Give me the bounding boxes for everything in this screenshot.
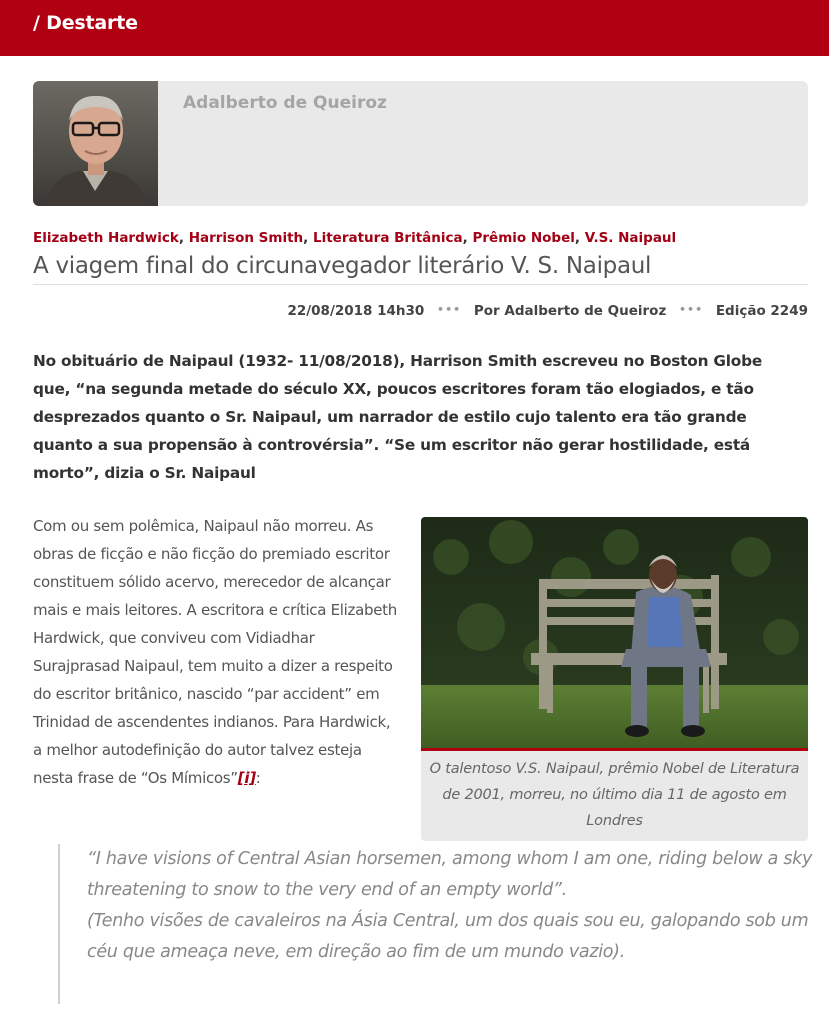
article-date: 22/08/2018 14h30 xyxy=(287,303,425,319)
figure-caption: O talentoso V.S. Naipaul, prêmio Nobel de Literatura de 2001, morreu, no último dia 11 de agosto em Londres xyxy=(429,761,800,829)
footnote-link[interactable]: [i] xyxy=(237,769,256,787)
author-card xyxy=(33,81,808,206)
figure-photo[interactable] xyxy=(421,517,808,750)
article-title: A viagem final do circunavegador literário V. S. Naipaul xyxy=(33,253,808,285)
section-title[interactable]: / Destarte xyxy=(33,12,138,34)
dots-icon: ••• xyxy=(679,303,704,316)
figure-divider xyxy=(421,748,808,751)
tag-link[interactable]: Elizabeth Hardwick xyxy=(33,230,179,246)
article-figure xyxy=(421,517,808,841)
tag-link[interactable]: Literatura Britânica xyxy=(313,230,463,246)
body-paragraph: Com ou sem polêmica, Naipaul não morreu. As obras de ficção e não ficção do premiado escritor constituem sólido acervo, merecedor de alcançar mais e mais leitores. A escritora e crítica Elizabeth Hardwick, que conviveu com Vidiadhar Surajprasad Naipaul, tem muito a dizer a respeito do escritor britânico, nascido “par accident” em Trinidad de ascendentes indianos. Para Hardwick, a melhor autodefinição do autor talvez esteja nesta frase de “Os Mímicos” xyxy=(33,517,397,787)
tag-link[interactable]: V.S. Naipaul xyxy=(584,230,677,246)
quote-portuguese: (Tenho visões de cavaleiros na Ásia Central, um dos quais sou eu, galopando sob um céu que ameaça neve, em direção ao fim de um mundo vazio). xyxy=(87,911,809,962)
section-header xyxy=(0,0,829,56)
tag-separator: , xyxy=(574,230,581,246)
author-name[interactable]: Adalberto de Queiroz xyxy=(183,93,387,113)
author-photo[interactable] xyxy=(33,81,158,206)
blockquote xyxy=(58,844,818,1004)
tag-separator: , xyxy=(303,230,309,246)
article-body xyxy=(33,512,403,792)
body-paragraph-end: : xyxy=(255,769,261,787)
tag-separator: , xyxy=(462,230,468,246)
article-edition[interactable]: Edição 2249 xyxy=(715,303,808,319)
tag-separator: , xyxy=(178,230,184,246)
tag-link[interactable]: Harrison Smith xyxy=(188,230,304,246)
tag-link[interactable]: Prêmio Nobel xyxy=(472,230,575,246)
article-byline[interactable]: Por Adalberto de Queiroz xyxy=(473,303,667,319)
quote-english: “I have visions of Central Asian horsemen, among whom I am one, riding below a sky threatening to snow to the very end of an empty world”. xyxy=(87,849,813,900)
article-lead: No obituário de Naipaul (1932- 11/08/2018), Harrison Smith escreveu no Boston Globe que, “na segunda metade do século XX, poucos escritores foram tão elogiados, e tão desprezados quanto o Sr. Naipaul, um narrador de estilo cujo talento era tão grande quanto a sua propensão à controvérsia”. “Se um escritor não gerar hostilidade, está morto”, dizia o Sr. Naipaul xyxy=(33,352,763,482)
tag-list xyxy=(33,230,676,246)
article-meta xyxy=(287,303,808,319)
dots-icon: ••• xyxy=(437,303,462,316)
